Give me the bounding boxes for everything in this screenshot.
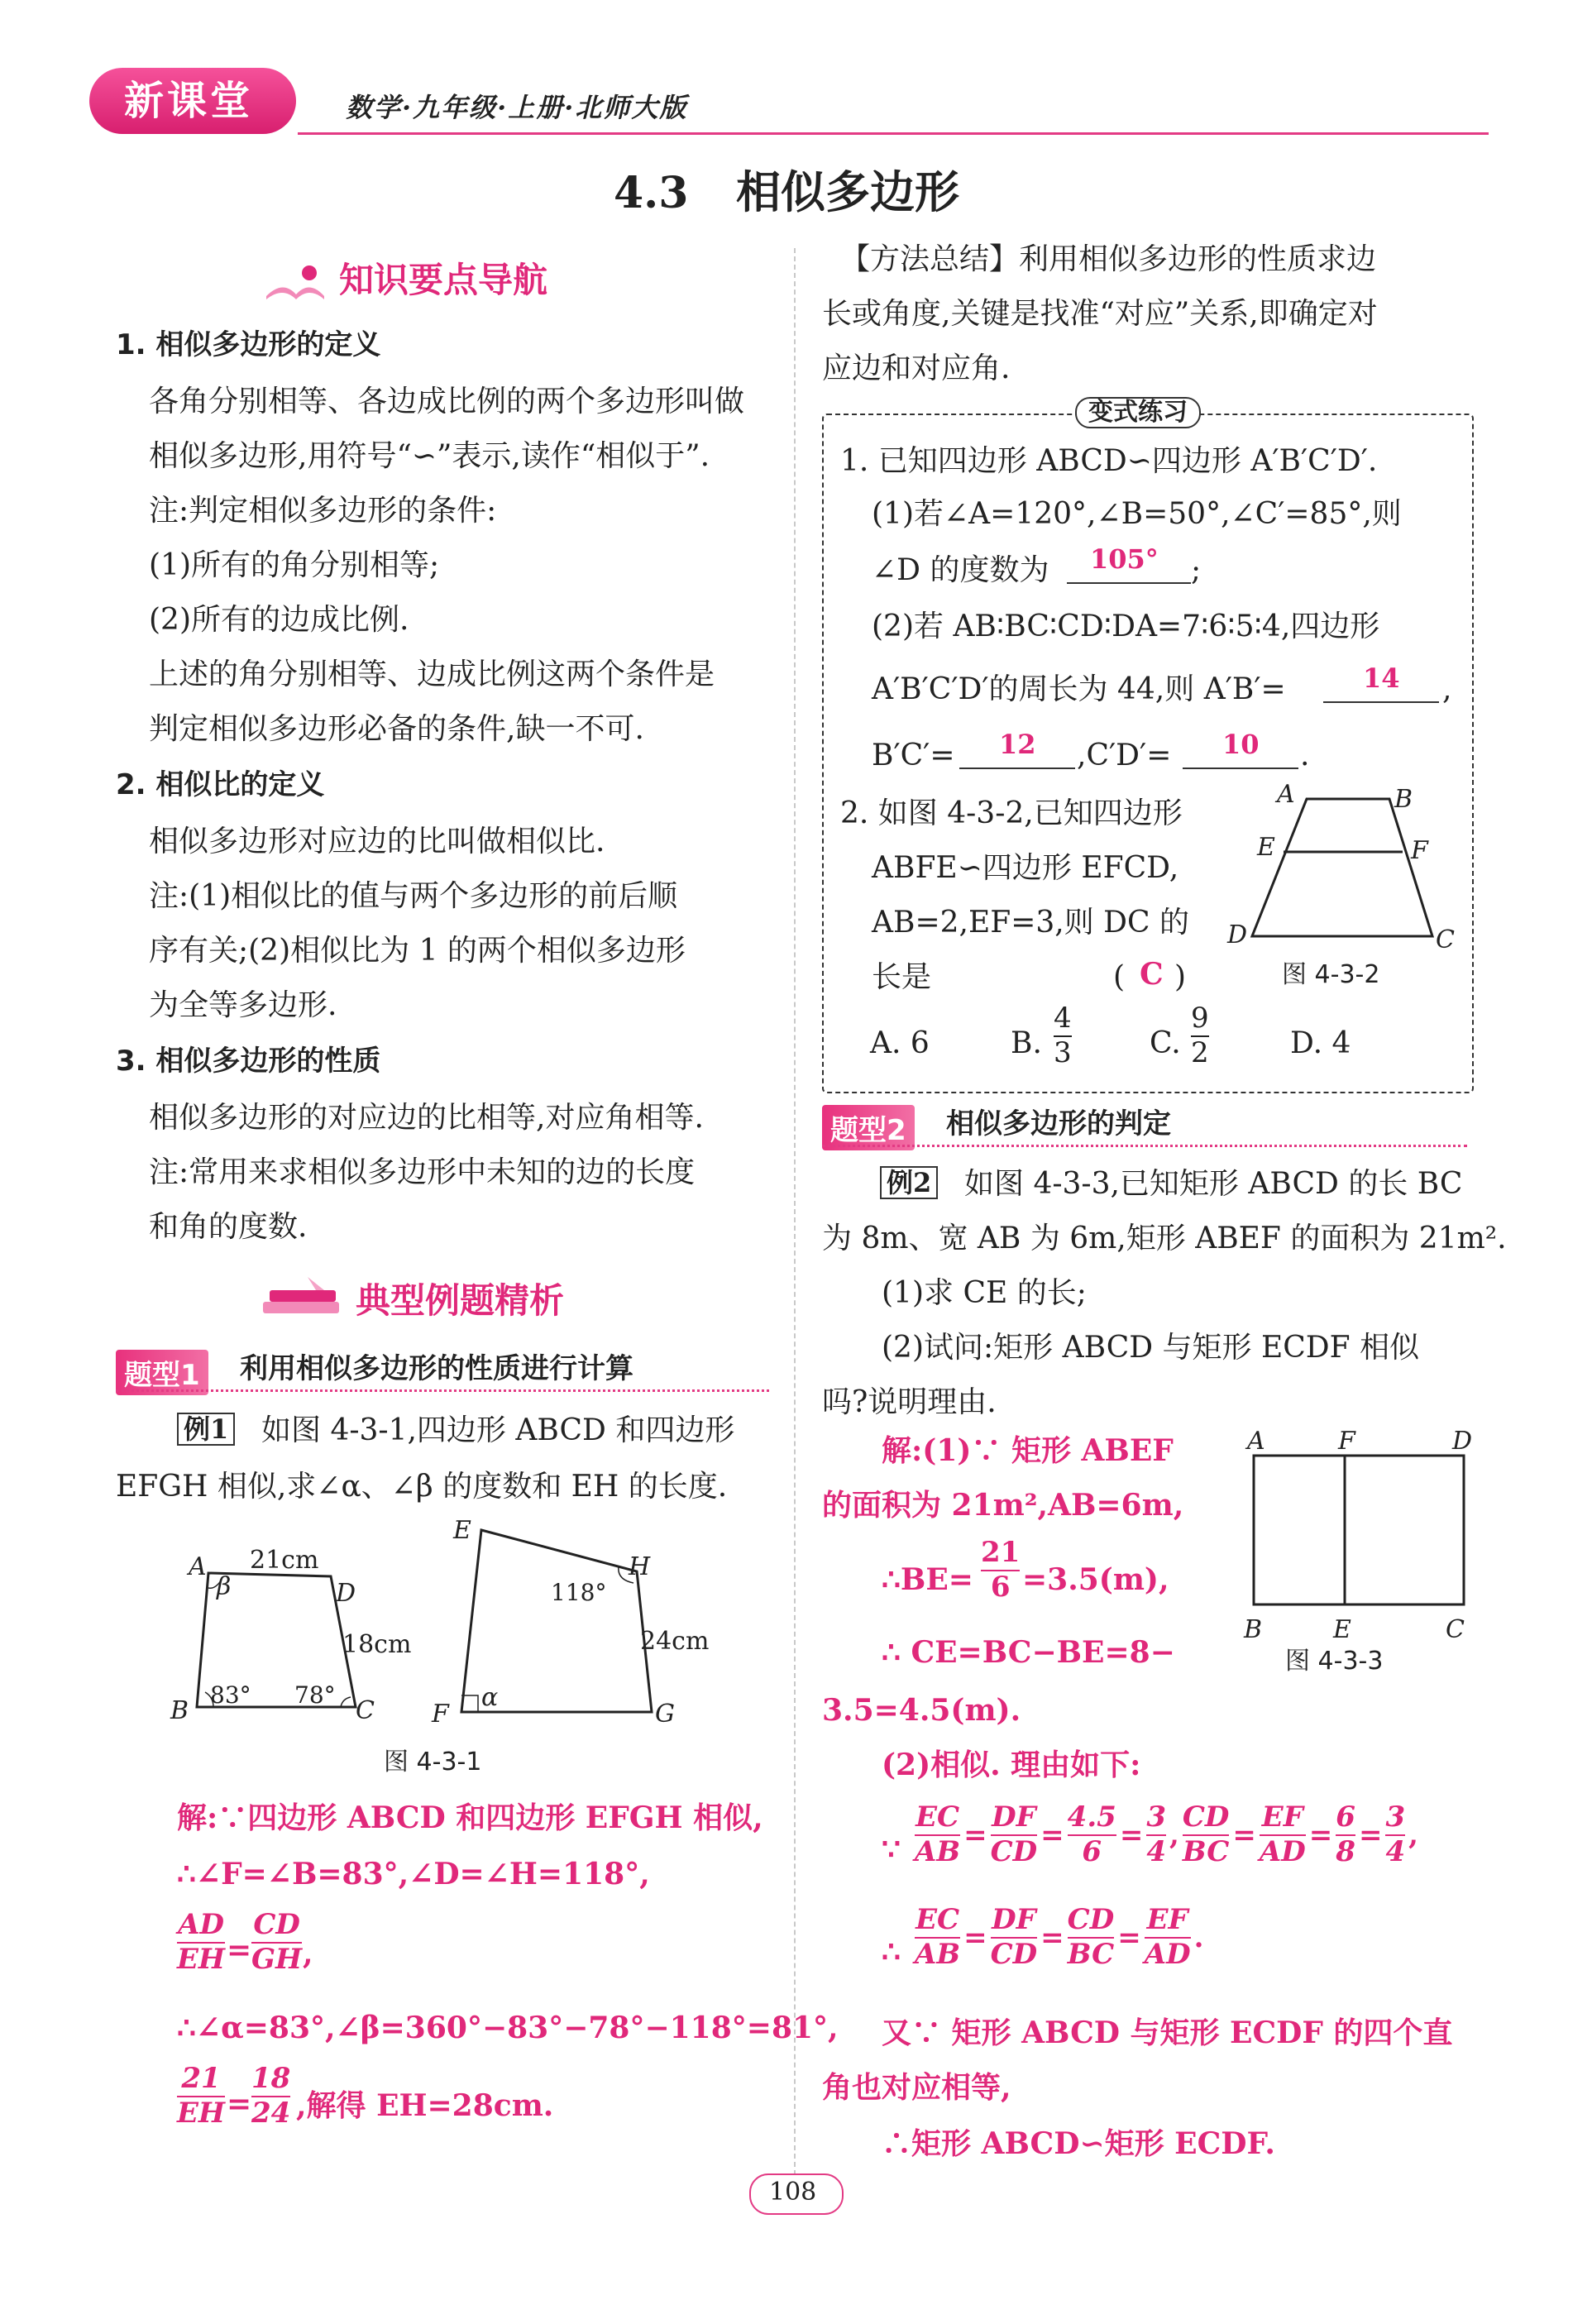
fig3-label-d: D	[1452, 1427, 1473, 1456]
q2-option-d: D. 4	[1290, 1026, 1351, 1060]
fig2-label-d: D	[1227, 921, 1248, 949]
q1-answer4: 10	[1222, 729, 1260, 760]
s1-cond2: (2)所有的边成比例.	[149, 603, 409, 637]
sol1-frac-ad-eh	[177, 1910, 225, 1974]
header-rule	[298, 132, 1489, 135]
ex2-line5: 吗?说明理由.	[822, 1385, 997, 1419]
frac-num: DF	[992, 1800, 1036, 1834]
sol1-line1: 解:∵四边形 ABCD 和四边形 EFGH 相似,	[177, 1800, 763, 1835]
frac-num: CD	[253, 1908, 300, 1941]
frac-den: GH	[251, 1942, 303, 1976]
operator: =	[1308, 1818, 1333, 1852]
frac-den: 6	[990, 1570, 1011, 1604]
fig3-label-c: C	[1446, 1615, 1465, 1644]
frac-den: AD	[1144, 1937, 1191, 1971]
fig1-alpha: α	[481, 1683, 499, 1712]
fig1-side-hg: 24cm	[640, 1627, 710, 1656]
q2-line4: 长是	[872, 960, 932, 994]
q1-answer2: 14	[1363, 662, 1400, 694]
operator: =	[963, 1920, 987, 1954]
sol2-line11: ∴矩形 ABCD∽矩形 ECDF.	[882, 2126, 1275, 2161]
header-logo: 新课堂	[124, 78, 254, 124]
sol2-because: ∵	[882, 1832, 901, 1867]
book-icon	[263, 263, 327, 303]
s2-line1: 相似多边形对应边的比叫做相似比.	[149, 825, 605, 858]
q1-line2: (1)若∠A=120°,∠B=50°,∠C′=85°,则	[872, 497, 1402, 531]
s1-para1: 上述的角分别相等、边成比例这两个条件是	[149, 658, 715, 691]
frac-num: 21	[181, 2062, 221, 2095]
q2-option-b-frac	[1054, 1004, 1072, 1068]
fig3-caption: 图 4-3-3	[1285, 1647, 1384, 1676]
frac-num: 9	[1191, 1002, 1209, 1035]
q1-line5a: A′B′C′D′的周长为 44,则 A′B′=	[872, 672, 1286, 706]
frac-den: BC	[1067, 1937, 1115, 1971]
frac-den: EH	[177, 2096, 226, 2130]
sol2-line6: (2)相似. 理由如下:	[882, 1748, 1141, 1782]
operator: =	[1358, 1818, 1383, 1852]
q2-line3: AB=2,EF=3,则 DC 的	[872, 906, 1190, 940]
sol2-line9: 又∵ 矩形 ABCD 与矩形 ECDF 的四个直	[882, 2016, 1453, 2050]
ratio-fraction	[1336, 1800, 1355, 1868]
frac-num: CD	[1182, 1800, 1230, 1834]
s1-para2: 判定相似多边形必备的条件,缺一不可.	[149, 712, 644, 746]
sol1-eq2: =	[227, 2087, 252, 2121]
q2-line1: 2. 如图 4-3-2,已知四边形	[840, 796, 1183, 830]
ex2-label: 例2	[880, 1166, 938, 1199]
ratio-fraction	[915, 1903, 961, 1971]
rectangle-abcd	[1254, 1456, 1464, 1604]
sol2-line1: 解:(1)∵ 矩形 ABEF	[882, 1433, 1174, 1468]
q1-answer3: 12	[999, 729, 1036, 760]
ratio-fraction	[1144, 1903, 1191, 1971]
fig2-label-b: B	[1394, 785, 1413, 814]
fig2-caption: 图 4-3-2	[1282, 960, 1380, 989]
frac-num: 21	[981, 1536, 1021, 1569]
frac-den: CD	[990, 1937, 1038, 1971]
ratio-fraction	[1067, 1903, 1115, 1971]
fig1-angle-c: 78°	[294, 1681, 336, 1709]
sol1-line4: ∴∠α=83°,∠β=360°−83°−78°−118°=81°,	[177, 2011, 839, 2045]
ratio-fraction	[1385, 1800, 1406, 1868]
sol2-frac-21-6	[981, 1538, 1020, 1602]
operator: ,	[1408, 1818, 1418, 1852]
q1-blank4	[1183, 767, 1298, 769]
s1-note: 注:判定相似多边形的条件:	[149, 494, 497, 528]
fig3-label-e: E	[1333, 1615, 1351, 1644]
ratio-fraction	[1146, 1800, 1166, 1868]
frac-num: EF	[1261, 1800, 1303, 1834]
header-series: 数学·九年级·上册·北师大版	[346, 92, 688, 123]
figure-4-3-3	[1241, 1423, 1480, 1621]
frac-den: 4	[1146, 1834, 1166, 1868]
page-title: 相似多边形	[736, 166, 959, 218]
fig1-label-e: E	[453, 1516, 471, 1545]
sol1-comma: ,	[303, 1936, 313, 1971]
s1-line1: 各角分别相等、各边成比例的两个多边形叫做	[149, 385, 745, 418]
type2-title: 相似多边形的判定	[946, 1107, 1171, 1140]
trapezoid	[1252, 799, 1432, 936]
method-line3: 应边和对应角.	[822, 351, 1011, 385]
s3-title: 3. 相似多边形的性质	[116, 1045, 381, 1078]
ratio-fraction	[915, 1800, 961, 1868]
ratio-row-1	[915, 1800, 1422, 1868]
fig1-label-d: D	[336, 1579, 356, 1608]
sol1-eq1: =	[227, 1933, 252, 1968]
s3-note1: 注:常用来求相似多边形中未知的边的长度	[149, 1155, 696, 1189]
s3-note2: 和角的度数.	[149, 1210, 308, 1244]
q1-line6a: B′C′=	[872, 739, 955, 772]
q1-line3b: ;	[1191, 553, 1202, 587]
fig1-label-h: H	[629, 1552, 651, 1581]
type1-underline	[116, 1389, 769, 1392]
q1-answer1: 105°	[1090, 543, 1159, 575]
fig3-label-b: B	[1244, 1615, 1263, 1644]
fig1-beta: β	[217, 1572, 232, 1601]
s2-note2: 序有关;(2)相似比为 1 的两个相似多边形	[149, 934, 686, 968]
ratio-fraction	[1259, 1800, 1306, 1868]
s2-note3: 为全等多边形.	[149, 988, 337, 1022]
q2-option-c-frac	[1191, 1004, 1209, 1068]
frac-den: AB	[915, 1937, 961, 1971]
operator: ,	[1169, 1818, 1179, 1852]
frac-den: 2	[1191, 1035, 1209, 1069]
ex1-line2: EFGH 相似,求∠α、∠β 的度数和 EH 的长度.	[116, 1470, 728, 1504]
s1-cond1: (1)所有的角分别相等;	[149, 548, 440, 582]
ratio-fraction	[990, 1800, 1038, 1868]
figure-4-3-2	[1241, 786, 1456, 954]
sol2-line3b: =3.5(m),	[1022, 1562, 1169, 1597]
frac-num: EC	[916, 1903, 960, 1936]
q2-option-c: C.	[1150, 1026, 1181, 1060]
type1-tag: 题型1	[116, 1350, 208, 1395]
method-line2: 长或角度,关键是找准“对应”关系,即确定对	[822, 297, 1378, 331]
ratio-fraction	[990, 1903, 1038, 1971]
frac-den: 6	[1082, 1834, 1102, 1868]
operator: =	[1232, 1818, 1256, 1852]
frac-num: EC	[916, 1800, 960, 1834]
sol1-frac-21-eh	[177, 2064, 225, 2128]
frac-num: 4.5	[1067, 1800, 1116, 1834]
operator: =	[1119, 1818, 1144, 1852]
q2-paren-left: (	[1113, 960, 1126, 994]
fig1-side-cd: 18cm	[342, 1630, 412, 1659]
ratio-fraction	[1067, 1800, 1116, 1868]
operator: =	[1040, 1920, 1064, 1954]
fig3-label-f: F	[1338, 1427, 1355, 1456]
frac-den: EH	[177, 1942, 226, 1976]
sol2-therefore: ∴	[882, 1934, 901, 1969]
ratio-fraction	[1182, 1800, 1230, 1868]
frac-den: 3	[1054, 1035, 1072, 1069]
method-line1: 【方法总结】利用相似多边形的性质求边	[840, 242, 1377, 276]
frac-num: CD	[1067, 1903, 1115, 1936]
frac-num: 3	[1146, 1800, 1166, 1834]
frac-den: AD	[1259, 1834, 1306, 1868]
q1-blank1	[1067, 582, 1191, 584]
page-number: 108	[769, 2178, 817, 2207]
frac-den: BC	[1182, 1834, 1230, 1868]
s2-title: 2. 相似比的定义	[116, 768, 325, 801]
fig1-angle-h: 118°	[551, 1579, 607, 1606]
fig1-label-a: A	[189, 1552, 207, 1581]
examples-title: 典型例题精析	[356, 1280, 565, 1321]
sol1-line5: ,解得 EH=28cm.	[296, 2088, 554, 2123]
page-title-number: 4.3	[614, 168, 689, 218]
q1-line6c: .	[1300, 739, 1310, 772]
frac-den: 24	[251, 2096, 291, 2130]
sol1-frac-18-24	[251, 2064, 290, 2128]
q2-paren-right: )	[1174, 960, 1187, 994]
fig1-angle-b: 83°	[210, 1681, 251, 1709]
q1-line1: 1. 已知四边形 ABCD∽四边形 A′B′C′D′.	[840, 444, 1378, 478]
fig1-label-b: B	[170, 1696, 189, 1725]
s2-note1: 注:(1)相似比的值与两个多边形的前后顺	[149, 879, 678, 913]
fig1-label-c: C	[356, 1696, 375, 1725]
s3-line1: 相似多边形的对应边的比相等,对应角相等.	[149, 1101, 704, 1135]
frac-num: 3	[1385, 1800, 1406, 1834]
type2-underline	[822, 1145, 1467, 1147]
operator: .	[1193, 1920, 1204, 1954]
sol2-line4: ∴ CE=BC−BE=8−	[882, 1635, 1175, 1670]
fig1-label-g: G	[655, 1700, 675, 1729]
sol2-line3a: ∴BE=	[882, 1562, 973, 1597]
q1-line5b: ,	[1442, 672, 1452, 706]
column-divider	[794, 248, 796, 2175]
frac-num: 4	[1054, 1002, 1072, 1035]
q2-option-a: A. 6	[870, 1026, 930, 1060]
q1-blank2	[1323, 701, 1439, 703]
sol1-frac-cd-gh	[251, 1910, 302, 1974]
fig3-label-a: A	[1247, 1427, 1265, 1456]
frac-num: DF	[992, 1903, 1036, 1936]
sol2-line5: 3.5=4.5(m).	[822, 1693, 1021, 1728]
q2-answer: C	[1140, 957, 1164, 992]
q1-line3a: ∠D 的度数为	[872, 553, 1049, 587]
q1-line6b: ,C′D′=	[1077, 739, 1172, 772]
ex2-line4: (2)试问:矩形 ABCD 与矩形 ECDF 相似	[882, 1331, 1420, 1365]
ratio-row-3	[915, 1903, 1207, 1971]
frac-num: 6	[1336, 1800, 1355, 1834]
ex2-line1: 如图 4-3-3,已知矩形 ABCD 的长 BC	[964, 1167, 1463, 1201]
fig2-label-f: F	[1411, 836, 1428, 865]
ex2-line3: (1)求 CE 的长;	[882, 1276, 1087, 1310]
frac-den: AB	[915, 1834, 961, 1868]
q2-option-b: B.	[1011, 1026, 1042, 1060]
frac-num: 18	[251, 2062, 291, 2095]
variant-title: 变式练习	[1075, 397, 1201, 428]
operator: =	[963, 1818, 987, 1852]
sol2-line2: 的面积为 21m²,AB=6m,	[822, 1488, 1184, 1523]
nav-title: 知识要点导航	[339, 260, 548, 300]
sol1-line2: ∴∠F=∠B=83°,∠D=∠H=118°,	[177, 1857, 650, 1891]
s1-line2: 相似多边形,用符号“∽”表示,读作“相似于”.	[149, 439, 710, 473]
fig2-label-a: A	[1277, 780, 1295, 809]
frac-num: EF	[1146, 1903, 1188, 1936]
operator: =	[1117, 1920, 1141, 1954]
q1-blank3	[959, 767, 1075, 769]
fig2-label-c: C	[1436, 925, 1455, 954]
ex2-line2: 为 8m、宽 AB 为 6m,矩形 ABEF 的面积为 21m².	[822, 1222, 1507, 1255]
frac-num: AD	[178, 1908, 224, 1941]
type1-title: 利用相似多边形的性质进行计算	[240, 1352, 633, 1385]
q1-line4: (2)若 AB∶BC∶CD∶DA=7∶6∶5∶4,四边形	[872, 610, 1380, 643]
frac-den: CD	[990, 1834, 1038, 1868]
ex1-label: 例1	[177, 1413, 235, 1446]
operator: =	[1040, 1818, 1064, 1852]
frac-den: 4	[1385, 1834, 1406, 1868]
fig1-caption: 图 4-3-1	[384, 1748, 482, 1776]
sol2-line10: 角也对应相等,	[822, 2070, 1011, 2105]
fig2-label-e: E	[1257, 833, 1275, 862]
fig1-label-f: F	[432, 1700, 449, 1729]
ex1-line1: 如图 4-3-1,四边形 ABCD 和四边形	[261, 1413, 735, 1447]
q2-line2: ABFE∽四边形 EFCD,	[872, 851, 1179, 885]
s1-title: 1. 相似多边形的定义	[116, 328, 381, 361]
fig1-side-ab: 21cm	[250, 1546, 319, 1575]
type2-tag: 题型2	[822, 1105, 915, 1150]
books-icon	[258, 1274, 349, 1320]
frac-den: 8	[1336, 1834, 1355, 1868]
